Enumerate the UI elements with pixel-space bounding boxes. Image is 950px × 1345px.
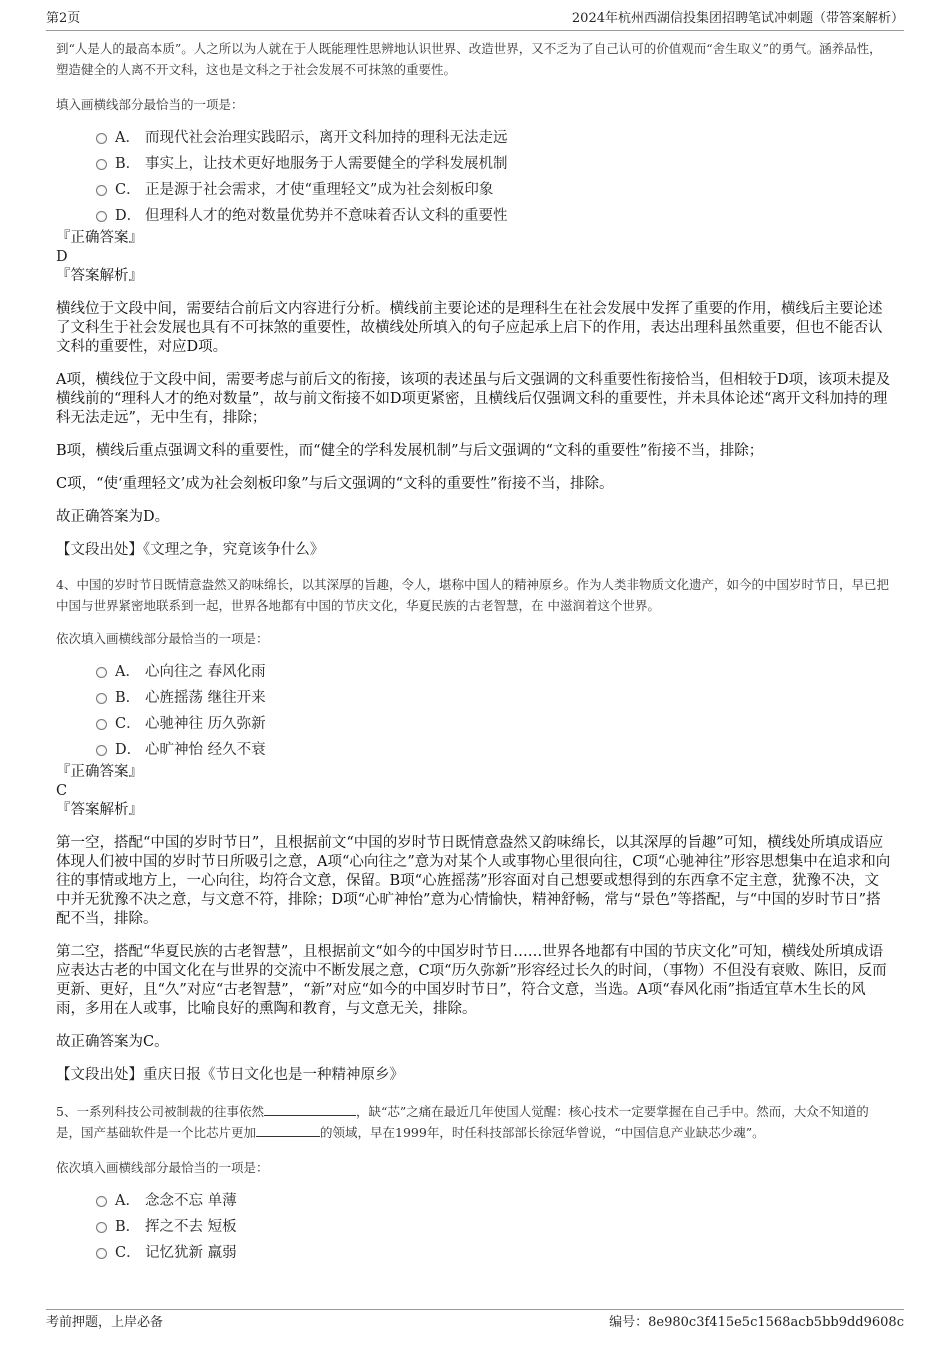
- radio-icon[interactable]: [96, 133, 107, 144]
- q4-options: [56, 659, 892, 763]
- radio-icon[interactable]: [96, 1222, 107, 1233]
- document-body: [56, 38, 892, 1266]
- q5-option-a[interactable]: A． 念念不忘 单薄: [96, 1188, 892, 1214]
- radio-icon[interactable]: [96, 1196, 107, 1207]
- radio-icon[interactable]: [96, 185, 107, 196]
- document-code: 编号：8e980c3f415e5c1568acb5bb9dd9608c: [609, 1315, 904, 1330]
- q4-analysis-2: 第二空，搭配“华夏民族的古老智慧”，且根据前文“如今的中国岁时节日……世界各地都有中国的节庆文化”可知，横线处所填成语应表达古老的中国文化在与世界的交流中不断发展之意，C项“历久弥新”形容经过长久的时间，（事物）不但没有衰败、陈旧，反而更新、更好，且“久”对应“古老智慧”，“新”对应“如今的中国岁时节日”，符合文意，当选。A项“春风化雨”指适宜草木生长的风雨，多用在人或事，比喻良好的熏陶和教育，与文意无关，排除。: [56, 944, 887, 1017]
- q3-option-c[interactable]: C． 正是源于社会需求，才使“重理轻文”成为社会刻板印象: [96, 177, 892, 203]
- radio-icon[interactable]: [96, 667, 107, 678]
- radio-icon[interactable]: [96, 719, 107, 730]
- q3-option-d[interactable]: D． 但理科人才的绝对数量优势并不意味着否认文科的重要性: [96, 203, 892, 229]
- q4-option-b[interactable]: B． 心旌摇荡 继往开来: [96, 685, 892, 711]
- footer-slogan: 考前押题，上岸必备: [46, 1315, 164, 1330]
- q4-stem: 4、中国的岁时节日既情意盎然又韵味绵长，以其深厚的旨趣，令人，堪称中国人的精神原乡。作为人类非物质文化遗产，如今的中国岁时节日，早已把中国与世界紧密地联系到一起，世界各地都有中国的节庆文化，华夏民族的古老智慧，在 中滋润着这个世界。: [56, 577, 889, 613]
- q3-analysis-label: 『答案解析』: [56, 268, 143, 284]
- q3-analysis-5: 故正确答案为D。: [56, 509, 170, 525]
- page-number: 第2页: [46, 11, 81, 26]
- q4-answer: C: [56, 783, 68, 799]
- q4-source: 【文段出处】重庆日报《节日文化也是一种精神原乡》: [56, 1067, 404, 1083]
- q3-analysis-1: 横线位于文段中间，需要结合前后文内容进行分析。横线前主要论述的是理科生在社会发展中发挥了重要的作用，横线后主要论述了文科生于社会发展也具有不可抹煞的重要性，故横线处所填入的句子应起承上启下的作用，表达出理科虽然重要，但也不能否认文科的重要性，对应D项。: [56, 301, 883, 355]
- page-footer: [46, 1309, 904, 1332]
- q3-passage-end: 到“人是人的最高本质”。人之所以为人就在于人既能理性思辨地认识世界、改造世界，又不乏为了自己认可的价值观而“舍生取义”的勇气。涵养品性，塑造健全的人离不开文科，这也是文科之于社会发展不可抹煞的重要性。: [56, 41, 882, 77]
- q4-option-d[interactable]: D． 心旷神怡 经久不衰: [96, 737, 892, 763]
- radio-icon[interactable]: [96, 693, 107, 704]
- radio-icon[interactable]: [96, 1248, 107, 1259]
- q3-analysis-4: C项，“使‘重理轻文’成为社会刻板印象”与后文强调的“文科的重要性”衔接不当，排除。: [56, 476, 614, 492]
- blank-line: [264, 1103, 356, 1116]
- blank-line: [256, 1124, 320, 1137]
- q5-stem: 5、一系列科技公司被制裁的往事依然 ，缺“芯”之痛在最近几年使国人觉醒：核心技术一定要掌握在自己手中。然而，大众不知道的是，国产基础软件是一个比芯片更加 的领域，早在1999年，时任科技部部长徐冠华曾说，“中国信息产业缺芯少魂”。: [56, 1104, 869, 1140]
- q4-option-a[interactable]: A． 心向往之 春风化雨: [96, 659, 892, 685]
- q4-analysis-3: 故正确答案为C。: [56, 1034, 169, 1050]
- radio-icon[interactable]: [96, 745, 107, 756]
- q4-analysis-1: 第一空，搭配“中国的岁时节日”，且根据前文“中国的岁时节日既情意盎然又韵味绵长，以其深厚的旨趣”可知，横线处所填成语应体现人们被中国的岁时节日所吸引之意，A项“心向往之”意为对某个人或事物心里很向往，C项“心驰神往”形容思想集中在追求和向往的事情或地方上，一心向往，均符合文意，保留。B项“心旌摇荡”形容面对自己想要或想得到的东西拿不定主意，犹豫不决，文中并无犹豫不决之意，与文意不符，排除；D项“心旷神怡”意为心情愉快，精神舒畅，常与“景色”等搭配，与“中国的岁时节日”搭配不当，排除。: [56, 835, 891, 927]
- q4-option-c[interactable]: C． 心驰神往 历久弥新: [96, 711, 892, 737]
- radio-icon[interactable]: [96, 211, 107, 222]
- q5-options: [56, 1188, 892, 1266]
- q4-prompt: 依次填入画横线部分最恰当的一项是：: [56, 631, 269, 646]
- q5-option-b[interactable]: B． 挥之不去 短板: [96, 1214, 892, 1240]
- q3-prompt: 填入画横线部分最恰当的一项是：: [56, 97, 244, 112]
- q3-analysis-3: B项，横线后重点强调文科的重要性，而“健全的学科发展机制”与后文强调的“文科的重要性”衔接不当，排除；: [56, 443, 764, 459]
- q4-answer-label: 『正确答案』: [56, 764, 143, 780]
- q3-option-a[interactable]: A． 而现代社会治理实践昭示，离开文科加持的理科无法走远: [96, 125, 892, 151]
- q3-option-b[interactable]: B． 事实上，让技术更好地服务于人需要健全的学科发展机制: [96, 151, 892, 177]
- document-title: 2024年杭州西湖信投集团招聘笔试冲刺题（带答案解析）: [571, 11, 904, 26]
- q3-source: 【文段出处】《文理之争，究竟该争什么》: [56, 542, 325, 558]
- q3-answer: D: [56, 249, 68, 265]
- q3-analysis-2: A项，横线位于文段中间，需要考虑与前后文的衔接，该项的表述虽与后文强调的文科重要性衔接恰当，但相较于D项，该项未提及横线前的“理科人才的绝对数量”，故与前文衔接不如D项更紧密，且横线后仅强调文科的重要性，并未具体论述“离开文科加持的理科无法走远”，无中生有，排除；: [56, 372, 891, 426]
- q5-prompt: 依次填入画横线部分最恰当的一项是：: [56, 1160, 269, 1175]
- page-header: [46, 10, 904, 31]
- q3-answer-label: 『正确答案』: [56, 230, 143, 246]
- q5-option-c[interactable]: C． 记忆犹新 羸弱: [96, 1240, 892, 1266]
- q4-analysis-label: 『答案解析』: [56, 802, 143, 818]
- q3-options: [56, 125, 892, 229]
- radio-icon[interactable]: [96, 159, 107, 170]
